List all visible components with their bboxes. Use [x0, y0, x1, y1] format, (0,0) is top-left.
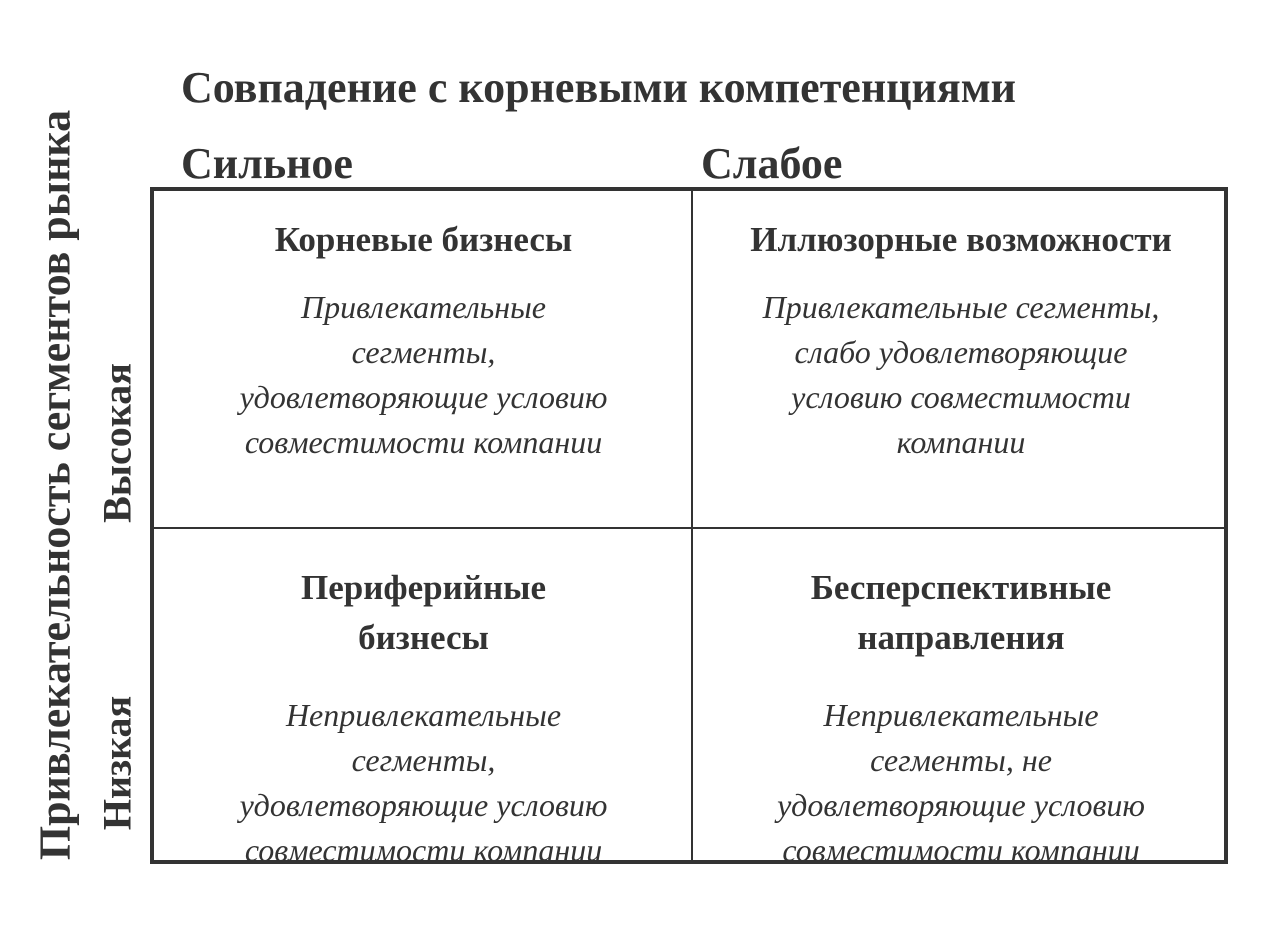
- row-label-high: Высокая: [94, 363, 140, 523]
- column-label-strong: Сильное: [181, 139, 353, 188]
- cell-unpromising-directions: [694, 563, 1228, 873]
- matrix-horizontal-divider: [154, 527, 1224, 529]
- cell-peripheral-businesses: [156, 563, 691, 873]
- cell-description: Непривлекательные сегменты, удовлетворяющие условию совместимости компании: [239, 697, 608, 868]
- cell-title: Периферийные бизнесы: [301, 568, 546, 657]
- row-label-low: Низкая: [94, 695, 140, 831]
- cell-description: Привлекательные сегменты, слабо удовлетворяющие условию совместимости компании: [762, 289, 1160, 460]
- cell-description: Непривлекательные сегменты, не удовлетворяющие условию совместимости компании: [777, 697, 1145, 868]
- column-label-weak: Слабое: [701, 139, 843, 188]
- cell-core-businesses: [156, 215, 691, 465]
- matrix-title: Совпадение с корневыми компетенциями: [181, 63, 1017, 112]
- matrix-grid: [150, 187, 1228, 868]
- matrix-vertical-divider: [691, 191, 693, 860]
- cell-title: Иллюзорные возможности: [750, 220, 1172, 259]
- cell-title: Корневые бизнесы: [274, 220, 573, 259]
- cell-title: Бесперспективные направления: [810, 568, 1112, 657]
- y-axis-title: Привлекательность сегментов рынка: [30, 109, 80, 861]
- cell-illusory-opportunities: [694, 215, 1228, 465]
- cell-description: Привлекательные сегменты, удовлетворяющие условию совместимости компании: [239, 289, 608, 460]
